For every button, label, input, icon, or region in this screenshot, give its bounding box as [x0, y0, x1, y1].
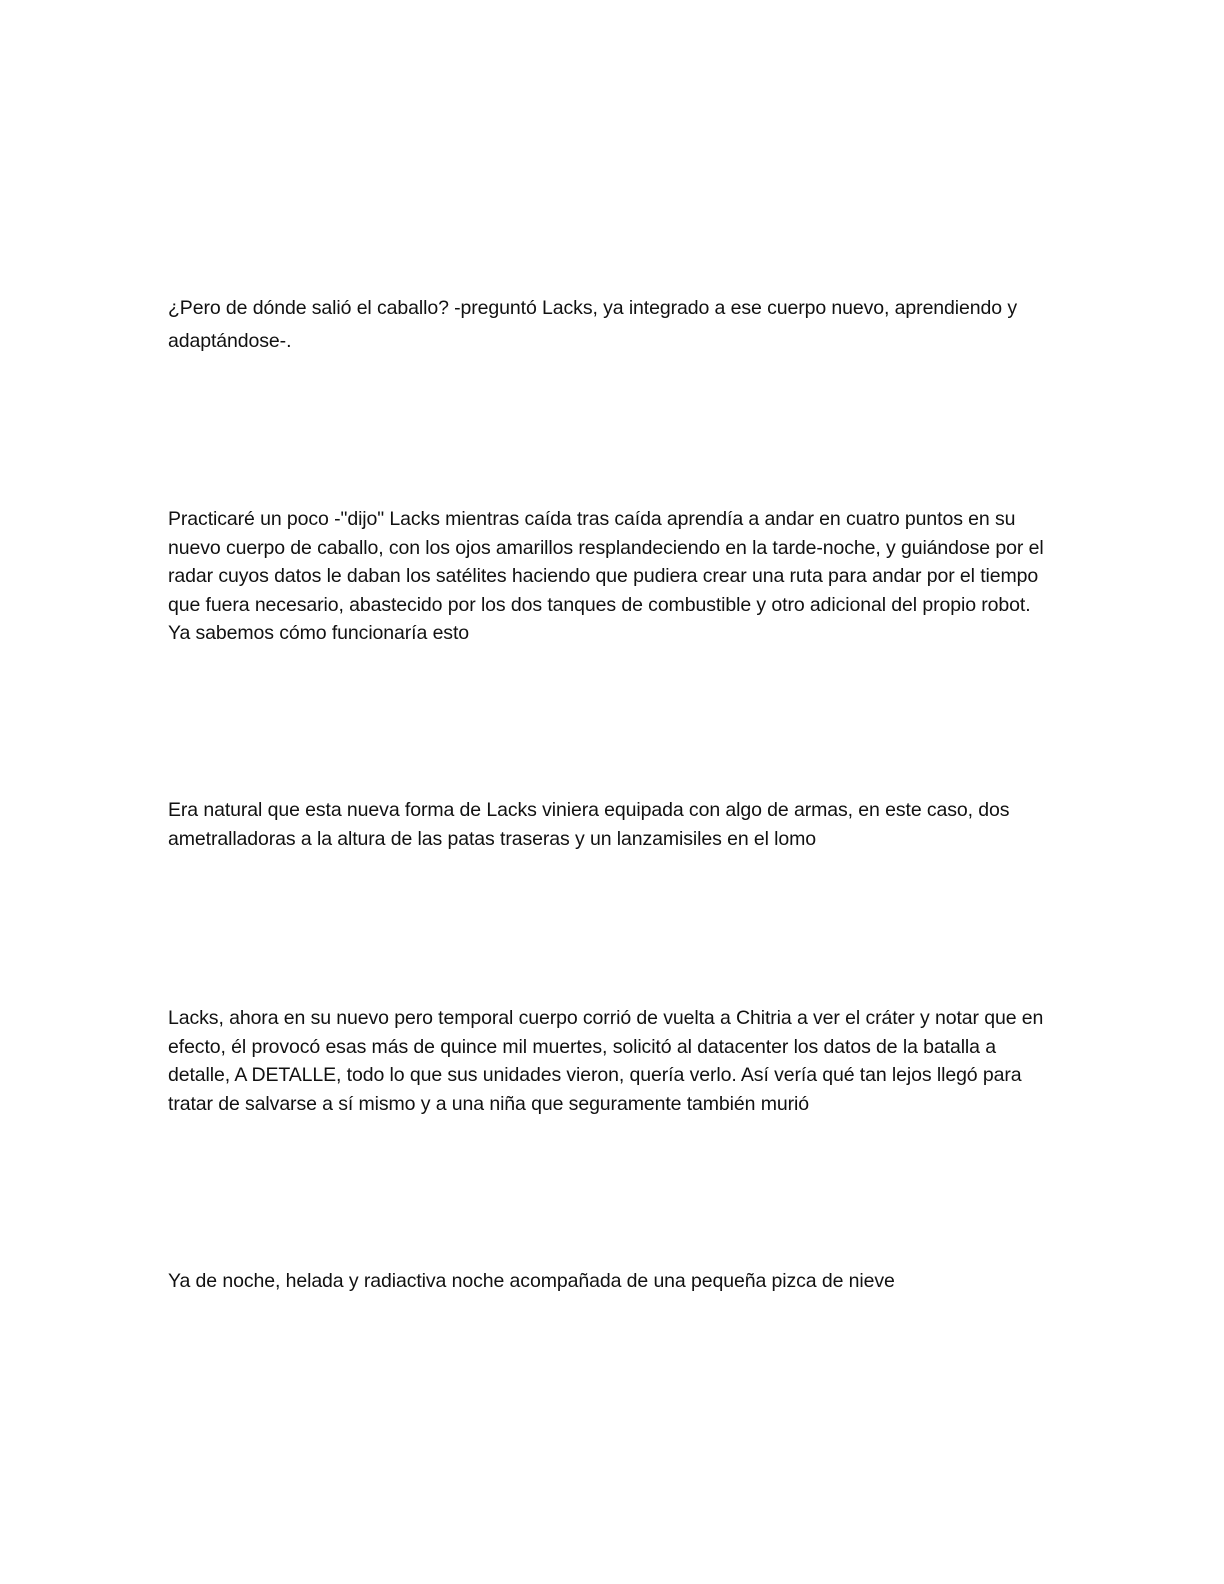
paragraph-5: Ya de noche, helada y radiactiva noche acompañada de una pequeña pizca de nieve	[168, 1270, 895, 1292]
paragraph-1: ¿Pero de dónde salió el caballo? -preguntó Lacks, ya integrado a ese cuerpo nuevo, aprendiendo y adaptándose-.	[168, 297, 1017, 352]
paragraph-4: Lacks, ahora en su nuevo pero temporal cuerpo corrió de vuelta a Chitria a ver el cráter y notar que en efecto, él provocó esas más de quince mil muertes, solicitó al datacenter los datos de la batalla a detalle, A DETALLE, todo lo que sus unidades vieron, quería verlo. Así vería qué tan lejos llegó para tratar de salvarse a sí mismo y a una niña que seguramente también murió	[168, 1007, 1044, 1115]
paragraph-2: Practicaré un poco -"dijo" Lacks mientras caída tras caída aprendía a andar en cuatro puntos en su nuevo cuerpo de caballo, con los ojos amarillos resplandeciendo en la tarde-noche, y guiándose por el radar cuyos datos le daban los satélites haciendo que pudiera crear una ruta para andar por el tiempo que fuera necesario, abastecido por los dos tanques de combustible y otro adicional del propio robot. Ya sabemos cómo funcionaría esto	[168, 508, 1044, 644]
paragraph-3: Era natural que esta nueva forma de Lacks viniera equipada con algo de armas, en este caso, dos ametralladoras a la altura de las patas traseras y un lanzamisiles en el lomo	[168, 799, 1010, 850]
